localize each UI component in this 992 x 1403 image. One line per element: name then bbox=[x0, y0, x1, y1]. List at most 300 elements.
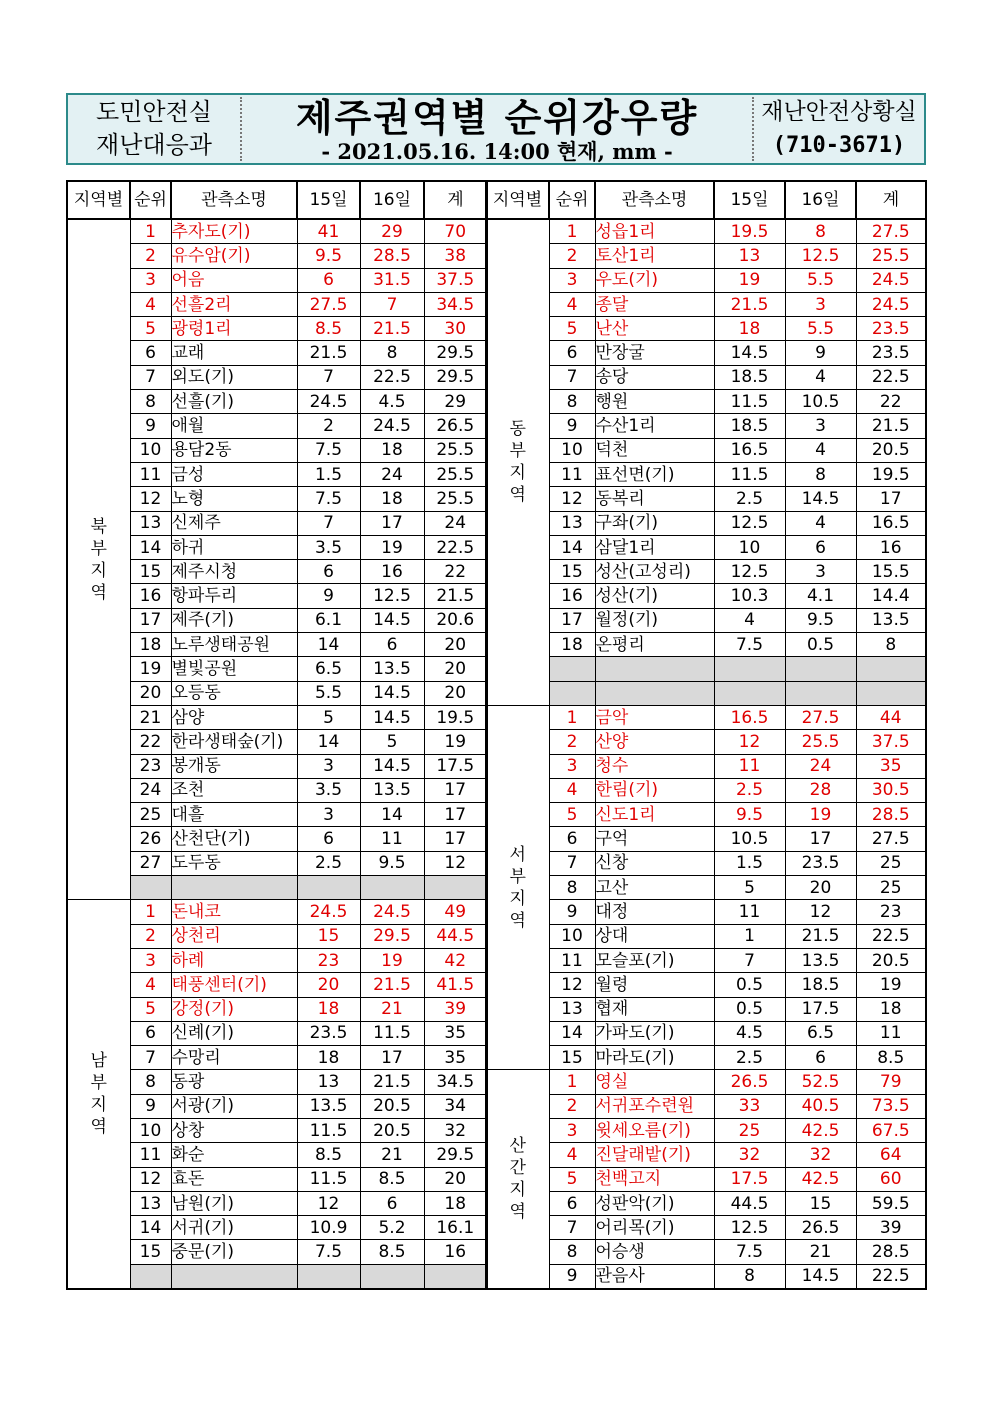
total-value: 19.5 bbox=[856, 462, 926, 486]
station-name: 성산(고성리) bbox=[595, 560, 714, 584]
total-value: 25.5 bbox=[424, 462, 487, 486]
table-row bbox=[486, 608, 926, 632]
rank-cell: 5 bbox=[549, 1167, 595, 1191]
day15-value: 18 bbox=[297, 1046, 360, 1070]
day15-value: 23 bbox=[297, 948, 360, 972]
station-name: 성판악(기) bbox=[595, 1191, 714, 1215]
day15-value: 9 bbox=[297, 584, 360, 608]
rank-cell: 10 bbox=[130, 438, 171, 462]
rank-cell: 13 bbox=[130, 1191, 171, 1215]
day16-value: 0.5 bbox=[785, 633, 856, 657]
day16-value: 4 bbox=[785, 511, 856, 535]
rank-cell: 4 bbox=[549, 1143, 595, 1167]
table-row bbox=[486, 414, 926, 438]
table-row bbox=[486, 1216, 926, 1240]
day16-value: 21.5 bbox=[360, 973, 424, 997]
total-value: 34.5 bbox=[424, 292, 487, 316]
station-name: 마라도(기) bbox=[595, 1046, 714, 1070]
total-value: 42 bbox=[424, 948, 487, 972]
total-value: 17 bbox=[424, 803, 487, 827]
table-row bbox=[486, 900, 926, 924]
station-name: 도두동 bbox=[171, 851, 297, 875]
table-row bbox=[67, 1143, 487, 1167]
day16-value: 14.5 bbox=[785, 487, 856, 511]
total-value: 25.5 bbox=[856, 244, 926, 268]
table-row bbox=[486, 997, 926, 1021]
table-row bbox=[67, 584, 487, 608]
rank-cell: 2 bbox=[549, 1094, 595, 1118]
station-name: 삼양 bbox=[171, 705, 297, 729]
region-char: 부 bbox=[90, 538, 107, 559]
rank-cell: 19 bbox=[130, 657, 171, 681]
day15-value: 10.5 bbox=[714, 827, 785, 851]
contact-block bbox=[754, 95, 924, 163]
table-row bbox=[67, 997, 487, 1021]
day15-value: 9.5 bbox=[297, 244, 360, 268]
day16-value: 16 bbox=[360, 560, 424, 584]
total-value: 24.5 bbox=[856, 268, 926, 292]
table-row bbox=[67, 705, 487, 729]
blank-cell bbox=[130, 1264, 171, 1289]
right-rainfall-table bbox=[485, 180, 927, 1290]
rank-cell: 6 bbox=[549, 1191, 595, 1215]
rank-cell: 23 bbox=[130, 754, 171, 778]
day16-value: 28.5 bbox=[360, 244, 424, 268]
table-row bbox=[67, 1021, 487, 1045]
day16-value: 14.5 bbox=[360, 754, 424, 778]
blank-cell bbox=[714, 657, 785, 681]
day15-value: 7 bbox=[297, 511, 360, 535]
table-row bbox=[486, 1094, 926, 1118]
day16-value: 17 bbox=[360, 1046, 424, 1070]
table-row bbox=[67, 900, 487, 924]
table-row bbox=[486, 1021, 926, 1045]
day16-value: 7 bbox=[360, 292, 424, 316]
region-char: 역 bbox=[509, 910, 526, 931]
table-row bbox=[486, 487, 926, 511]
total-value: 49 bbox=[424, 900, 487, 924]
rank-cell: 14 bbox=[549, 535, 595, 559]
station-name: 신례(기) bbox=[171, 1021, 297, 1045]
rank-cell: 26 bbox=[130, 827, 171, 851]
total-value: 16 bbox=[424, 1240, 487, 1264]
blank-cell bbox=[424, 1264, 487, 1289]
day16-value: 28 bbox=[785, 778, 856, 802]
table-row bbox=[67, 948, 487, 972]
region-label-north bbox=[67, 219, 130, 900]
left-rainfall-table bbox=[66, 180, 488, 1290]
table-row bbox=[67, 803, 487, 827]
station-name: 행원 bbox=[595, 390, 714, 414]
total-value: 18 bbox=[856, 997, 926, 1021]
total-value: 20.5 bbox=[856, 948, 926, 972]
day15-value: 11 bbox=[714, 754, 785, 778]
total-value: 59.5 bbox=[856, 1191, 926, 1215]
rank-cell: 12 bbox=[549, 973, 595, 997]
day16-value: 20.5 bbox=[360, 1094, 424, 1118]
day16-value: 14.5 bbox=[360, 681, 424, 705]
region-label-west bbox=[486, 705, 549, 1069]
blank-cell bbox=[360, 1264, 424, 1289]
rank-cell: 4 bbox=[130, 292, 171, 316]
station-name: 덕천 bbox=[595, 438, 714, 462]
rank-cell: 8 bbox=[549, 1240, 595, 1264]
station-name: 애월 bbox=[171, 414, 297, 438]
total-value: 16.5 bbox=[856, 511, 926, 535]
day15-value: 20 bbox=[297, 973, 360, 997]
total-value: 22 bbox=[424, 560, 487, 584]
day16-value: 18.5 bbox=[785, 973, 856, 997]
table-row bbox=[67, 292, 487, 316]
table-row bbox=[67, 535, 487, 559]
day15-value: 13 bbox=[297, 1070, 360, 1094]
region-char: 산 bbox=[509, 1136, 526, 1157]
day15-value: 12 bbox=[297, 1191, 360, 1215]
rank-cell: 10 bbox=[130, 1118, 171, 1142]
rank-cell: 15 bbox=[130, 1240, 171, 1264]
rank-cell: 9 bbox=[549, 900, 595, 924]
total-value: 19 bbox=[424, 730, 487, 754]
table-row bbox=[67, 1046, 487, 1070]
day16-value: 14 bbox=[360, 803, 424, 827]
total-value: 27.5 bbox=[856, 827, 926, 851]
station-name: 광령1리 bbox=[171, 317, 297, 341]
rank-cell: 27 bbox=[130, 851, 171, 875]
rank-cell: 7 bbox=[549, 365, 595, 389]
day15-value: 18 bbox=[297, 997, 360, 1021]
table-row bbox=[67, 560, 487, 584]
station-name: 오등동 bbox=[171, 681, 297, 705]
total-value: 34.5 bbox=[424, 1070, 487, 1094]
day15-value: 21.5 bbox=[297, 341, 360, 365]
table-row bbox=[67, 268, 487, 292]
total-value: 20 bbox=[424, 657, 487, 681]
col-day16: 16일 bbox=[785, 181, 856, 219]
day16-value: 24 bbox=[360, 462, 424, 486]
total-value: 39 bbox=[424, 997, 487, 1021]
col-station: 관측소명 bbox=[595, 181, 714, 219]
blank-cell bbox=[549, 657, 595, 681]
table-row bbox=[486, 560, 926, 584]
rank-cell: 2 bbox=[130, 244, 171, 268]
station-name: 한림(기) bbox=[595, 778, 714, 802]
rank-cell: 3 bbox=[130, 948, 171, 972]
day16-value: 17 bbox=[785, 827, 856, 851]
table-row bbox=[67, 390, 487, 414]
total-value: 27.5 bbox=[856, 219, 926, 244]
day15-value: 16.5 bbox=[714, 705, 785, 729]
rank-cell: 22 bbox=[130, 730, 171, 754]
total-value: 17 bbox=[856, 487, 926, 511]
day15-value: 3 bbox=[297, 754, 360, 778]
rank-cell: 6 bbox=[130, 341, 171, 365]
station-name: 항파두리 bbox=[171, 584, 297, 608]
region-char: 간 bbox=[509, 1158, 526, 1179]
blank-cell bbox=[297, 1264, 360, 1289]
day15-value: 41 bbox=[297, 219, 360, 244]
station-name: 노형 bbox=[171, 487, 297, 511]
rank-cell: 17 bbox=[130, 608, 171, 632]
department-line1: 도민안전실 bbox=[96, 98, 212, 126]
total-value: 39 bbox=[856, 1216, 926, 1240]
blank-cell bbox=[856, 681, 926, 705]
day15-value: 6 bbox=[297, 560, 360, 584]
blank-row bbox=[486, 657, 926, 681]
rank-cell: 3 bbox=[549, 1118, 595, 1142]
rank-cell: 13 bbox=[549, 511, 595, 535]
table-row bbox=[486, 535, 926, 559]
day15-value: 1 bbox=[714, 924, 785, 948]
table-row bbox=[486, 462, 926, 486]
station-name: 선흘2리 bbox=[171, 292, 297, 316]
day15-value: 21.5 bbox=[714, 292, 785, 316]
total-value: 70 bbox=[424, 219, 487, 244]
total-value: 8 bbox=[856, 633, 926, 657]
rank-cell: 7 bbox=[130, 365, 171, 389]
rank-cell: 4 bbox=[549, 292, 595, 316]
total-value: 44 bbox=[856, 705, 926, 729]
total-value: 19.5 bbox=[424, 705, 487, 729]
blank-cell bbox=[171, 876, 297, 900]
table-row bbox=[67, 1216, 487, 1240]
table-row bbox=[67, 438, 487, 462]
rank-cell: 6 bbox=[549, 341, 595, 365]
day15-value: 6.1 bbox=[297, 608, 360, 632]
total-value: 20.5 bbox=[856, 438, 926, 462]
station-name: 선흘(기) bbox=[171, 390, 297, 414]
region-char: 지 bbox=[90, 1095, 107, 1116]
total-value: 35 bbox=[856, 754, 926, 778]
total-value: 21.5 bbox=[424, 584, 487, 608]
total-value: 26.5 bbox=[424, 414, 487, 438]
region-label-east bbox=[486, 219, 549, 705]
col-total: 계 bbox=[424, 181, 487, 219]
day15-value: 2 bbox=[297, 414, 360, 438]
rank-cell: 15 bbox=[549, 1046, 595, 1070]
total-value: 12 bbox=[424, 851, 487, 875]
table-row bbox=[67, 924, 487, 948]
day15-value: 5.5 bbox=[297, 681, 360, 705]
day16-value: 23.5 bbox=[785, 851, 856, 875]
total-value: 17 bbox=[424, 827, 487, 851]
station-name: 금성 bbox=[171, 462, 297, 486]
table-row bbox=[67, 1070, 487, 1094]
rank-cell: 8 bbox=[130, 1070, 171, 1094]
rank-cell: 7 bbox=[130, 1046, 171, 1070]
col-region: 지역별 bbox=[486, 181, 549, 219]
day15-value: 25 bbox=[714, 1118, 785, 1142]
station-name: 하귀 bbox=[171, 535, 297, 559]
table-row bbox=[486, 705, 926, 729]
table-row bbox=[486, 973, 926, 997]
col-rank: 순위 bbox=[130, 181, 171, 219]
day15-value: 12.5 bbox=[714, 1216, 785, 1240]
station-name: 청수 bbox=[595, 754, 714, 778]
table-row bbox=[486, 1240, 926, 1264]
day15-value: 0.5 bbox=[714, 997, 785, 1021]
day16-value: 25.5 bbox=[785, 730, 856, 754]
total-value: 29.5 bbox=[424, 1143, 487, 1167]
rank-cell: 21 bbox=[130, 705, 171, 729]
day16-value: 21.5 bbox=[785, 924, 856, 948]
table-row bbox=[67, 973, 487, 997]
rank-cell: 3 bbox=[549, 754, 595, 778]
station-name: 조천 bbox=[171, 778, 297, 802]
region-char: 지 bbox=[509, 1180, 526, 1201]
region-char: 부 bbox=[509, 441, 526, 462]
day16-value: 20 bbox=[785, 876, 856, 900]
report-header bbox=[66, 93, 926, 165]
day15-value: 7 bbox=[297, 365, 360, 389]
day15-value: 13.5 bbox=[297, 1094, 360, 1118]
total-value: 17 bbox=[424, 778, 487, 802]
day15-value: 23.5 bbox=[297, 1021, 360, 1045]
col-day15: 15일 bbox=[297, 181, 360, 219]
table-row bbox=[67, 462, 487, 486]
station-name: 토산1리 bbox=[595, 244, 714, 268]
col-total: 계 bbox=[856, 181, 926, 219]
station-name: 제주(기) bbox=[171, 608, 297, 632]
station-name: 상창 bbox=[171, 1118, 297, 1142]
table-row bbox=[486, 390, 926, 414]
region-label-south bbox=[67, 900, 130, 1289]
day15-value: 14.5 bbox=[714, 341, 785, 365]
day16-value: 19 bbox=[785, 803, 856, 827]
day15-value: 18 bbox=[714, 317, 785, 341]
day15-value: 7.5 bbox=[297, 1240, 360, 1264]
total-value: 30.5 bbox=[856, 778, 926, 802]
total-value: 29 bbox=[424, 390, 487, 414]
region-char: 역 bbox=[509, 485, 526, 506]
day15-value: 5 bbox=[714, 876, 785, 900]
day15-value: 10 bbox=[714, 535, 785, 559]
total-value: 32 bbox=[424, 1118, 487, 1142]
day15-value: 3 bbox=[297, 803, 360, 827]
day16-value: 14.5 bbox=[360, 608, 424, 632]
day15-value: 11.5 bbox=[714, 390, 785, 414]
total-value: 67.5 bbox=[856, 1118, 926, 1142]
station-name: 고산 bbox=[595, 876, 714, 900]
blank-cell bbox=[785, 681, 856, 705]
total-value: 8.5 bbox=[856, 1046, 926, 1070]
blank-cell bbox=[595, 657, 714, 681]
table-row bbox=[67, 1191, 487, 1215]
station-name: 돈내코 bbox=[171, 900, 297, 924]
day15-value: 10.3 bbox=[714, 584, 785, 608]
day16-value: 21 bbox=[360, 1143, 424, 1167]
day16-value: 6 bbox=[360, 1191, 424, 1215]
day16-value: 6.5 bbox=[785, 1021, 856, 1045]
total-value: 25 bbox=[856, 851, 926, 875]
rank-cell: 8 bbox=[130, 390, 171, 414]
rank-cell: 11 bbox=[549, 462, 595, 486]
total-value: 24.5 bbox=[856, 292, 926, 316]
station-name: 삼달1리 bbox=[595, 535, 714, 559]
day15-value: 5 bbox=[297, 705, 360, 729]
rank-cell: 17 bbox=[549, 608, 595, 632]
station-name: 관음사 bbox=[595, 1264, 714, 1289]
station-name: 협재 bbox=[595, 997, 714, 1021]
total-value: 25 bbox=[856, 876, 926, 900]
rank-cell: 3 bbox=[549, 268, 595, 292]
station-name: 성산(기) bbox=[595, 584, 714, 608]
table-row bbox=[67, 608, 487, 632]
rank-cell: 3 bbox=[130, 268, 171, 292]
table-row bbox=[486, 268, 926, 292]
total-value: 22.5 bbox=[856, 924, 926, 948]
blank-cell bbox=[360, 876, 424, 900]
day15-value: 14 bbox=[297, 633, 360, 657]
table-row bbox=[486, 584, 926, 608]
rank-cell: 15 bbox=[549, 560, 595, 584]
rank-cell: 5 bbox=[549, 317, 595, 341]
table-row bbox=[67, 1240, 487, 1264]
rank-cell: 16 bbox=[549, 584, 595, 608]
day16-value: 21 bbox=[360, 997, 424, 1021]
rank-cell: 12 bbox=[130, 487, 171, 511]
station-name: 서광(기) bbox=[171, 1094, 297, 1118]
total-value: 37.5 bbox=[856, 730, 926, 754]
station-name: 태풍센터(기) bbox=[171, 973, 297, 997]
station-name: 추자도(기) bbox=[171, 219, 297, 244]
day16-value: 4.1 bbox=[785, 584, 856, 608]
total-value: 25.5 bbox=[424, 487, 487, 511]
rank-cell: 18 bbox=[549, 633, 595, 657]
day15-value: 2.5 bbox=[714, 778, 785, 802]
day15-value: 0.5 bbox=[714, 973, 785, 997]
region-char: 부 bbox=[90, 1073, 107, 1094]
total-value: 23.5 bbox=[856, 341, 926, 365]
table-row bbox=[486, 924, 926, 948]
station-name: 상대 bbox=[595, 924, 714, 948]
table-row bbox=[486, 803, 926, 827]
day15-value: 44.5 bbox=[714, 1191, 785, 1215]
day15-value: 3.5 bbox=[297, 778, 360, 802]
station-name: 종달 bbox=[595, 292, 714, 316]
table-row bbox=[486, 244, 926, 268]
rank-cell: 1 bbox=[549, 1070, 595, 1094]
day16-value: 40.5 bbox=[785, 1094, 856, 1118]
rank-cell: 2 bbox=[130, 924, 171, 948]
day15-value: 11 bbox=[714, 900, 785, 924]
day16-value: 14.5 bbox=[785, 1264, 856, 1289]
day15-value: 6 bbox=[297, 268, 360, 292]
day15-value: 12.5 bbox=[714, 511, 785, 535]
day15-value: 3.5 bbox=[297, 535, 360, 559]
day16-value: 12.5 bbox=[360, 584, 424, 608]
total-value: 22.5 bbox=[424, 535, 487, 559]
table-row bbox=[67, 851, 487, 875]
total-value: 18 bbox=[424, 1191, 487, 1215]
table-row bbox=[67, 633, 487, 657]
day16-value: 8 bbox=[785, 462, 856, 486]
station-name: 표선면(기) bbox=[595, 462, 714, 486]
rank-cell: 13 bbox=[130, 511, 171, 535]
region-char: 지 bbox=[509, 463, 526, 484]
table-row bbox=[486, 827, 926, 851]
day15-value: 7.5 bbox=[714, 633, 785, 657]
page-title: 제주권역별 순위강우량 bbox=[295, 96, 699, 140]
station-name: 강정(기) bbox=[171, 997, 297, 1021]
blank-cell bbox=[130, 876, 171, 900]
station-name: 신도1리 bbox=[595, 803, 714, 827]
col-rank: 순위 bbox=[549, 181, 595, 219]
day16-value: 6 bbox=[785, 535, 856, 559]
rank-cell: 9 bbox=[549, 414, 595, 438]
day15-value: 10.9 bbox=[297, 1216, 360, 1240]
station-name: 수망리 bbox=[171, 1046, 297, 1070]
day16-value: 6 bbox=[785, 1046, 856, 1070]
